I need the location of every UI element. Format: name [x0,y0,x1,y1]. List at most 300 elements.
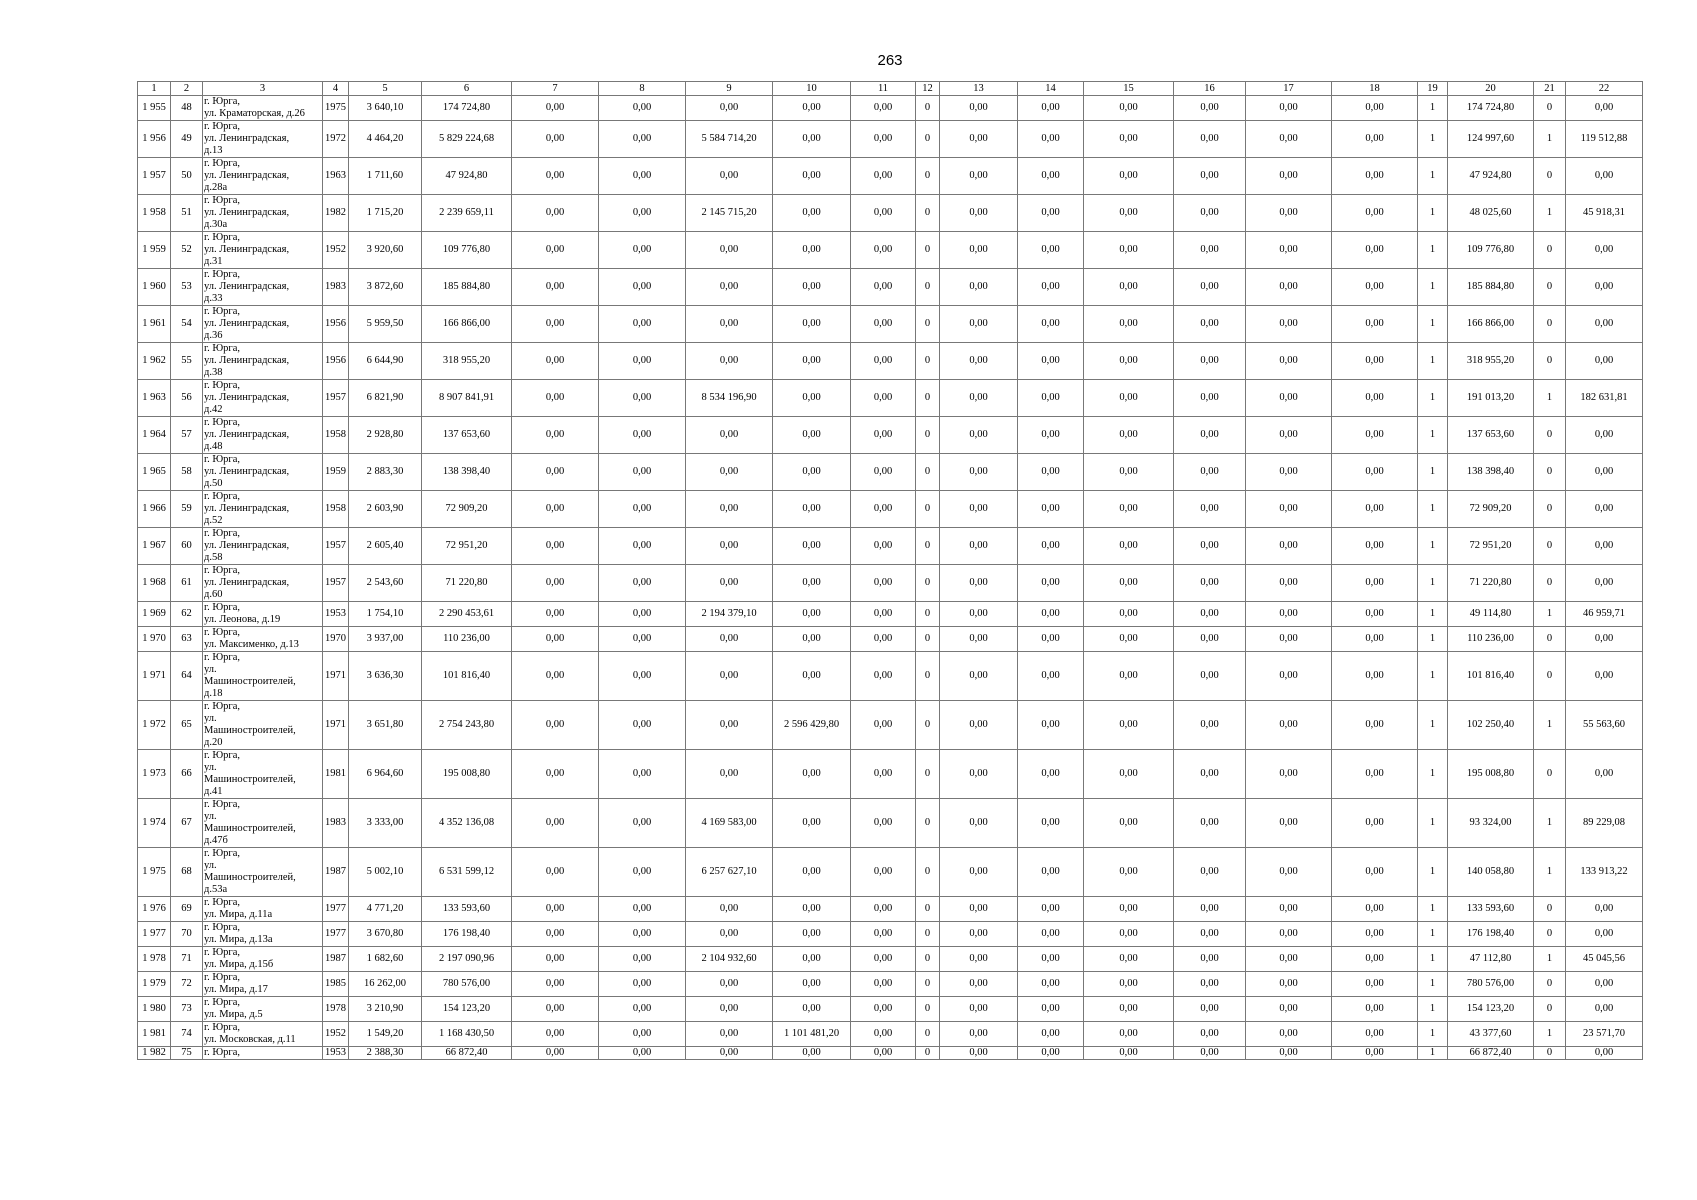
table-cell-col-7: 0,00 [512,627,599,652]
column-number-header [138,82,1643,96]
table-cell-col-19: 1 [1418,701,1448,750]
table-cell-col-11: 0,00 [851,417,916,454]
table-cell-col-14: 0,00 [1018,1022,1084,1047]
table-cell-col-3: г. Юрга, ул. Московская, д.11 [203,1022,323,1047]
table-cell-col-17: 0,00 [1246,232,1332,269]
table-cell-col-19: 1 [1418,417,1448,454]
table-cell-col-16: 0,00 [1174,121,1246,158]
table-cell-col-15: 0,00 [1084,947,1174,972]
table-cell-col-19: 1 [1418,121,1448,158]
table-cell-col-5: 2 928,80 [349,417,422,454]
table-cell-col-14: 0,00 [1018,1047,1084,1060]
table-cell-col-17: 0,00 [1246,972,1332,997]
table-cell-col-10: 0,00 [773,454,851,491]
table-cell-col-14: 0,00 [1018,997,1084,1022]
table-cell-col-19: 1 [1418,848,1448,897]
table-cell-col-5: 5 002,10 [349,848,422,897]
table-cell-col-11: 0,00 [851,972,916,997]
table-cell-col-13: 0,00 [940,306,1018,343]
column-header-1: 1 [138,82,171,96]
table-cell-col-5: 2 883,30 [349,454,422,491]
table-cell-col-5: 6 644,90 [349,343,422,380]
table-cell-col-3: г. Юрга, ул. Ленинградская, д.58 [203,528,323,565]
table-cell-col-22: 45 918,31 [1566,195,1643,232]
table-cell-col-20: 166 866,00 [1448,306,1534,343]
table-cell-col-3: г. Юрга, ул. Ленинградская, д.33 [203,269,323,306]
table-cell-col-6: 138 398,40 [422,454,512,491]
table-cell-col-12: 0 [916,799,940,848]
table-cell-col-3: г. Юрга, ул. Машиностроителей, д.18 [203,652,323,701]
table-cell-col-13: 0,00 [940,799,1018,848]
table-cell-col-7: 0,00 [512,897,599,922]
table-cell-col-16: 0,00 [1174,195,1246,232]
table-cell-col-12: 0 [916,491,940,528]
table-cell-col-15: 0,00 [1084,997,1174,1022]
table-cell-col-12: 0 [916,380,940,417]
table-cell-col-17: 0,00 [1246,454,1332,491]
table-cell-col-16: 0,00 [1174,380,1246,417]
table-cell-col-5: 3 872,60 [349,269,422,306]
register-table [137,81,1643,1060]
table-cell-col-13: 0,00 [940,195,1018,232]
table-cell-col-2: 70 [171,922,203,947]
table-cell-col-13: 0,00 [940,997,1018,1022]
table-cell-col-17: 0,00 [1246,195,1332,232]
table-cell-col-17: 0,00 [1246,627,1332,652]
table-row [138,627,1643,652]
table-cell-col-14: 0,00 [1018,158,1084,195]
table-cell-col-14: 0,00 [1018,269,1084,306]
table-cell-col-7: 0,00 [512,997,599,1022]
table-cell-col-8: 0,00 [599,195,686,232]
table-cell-col-4: 1957 [323,528,349,565]
table-cell-col-7: 0,00 [512,565,599,602]
table-row [138,602,1643,627]
table-cell-col-16: 0,00 [1174,269,1246,306]
table-cell-col-10: 0,00 [773,269,851,306]
table-cell-col-5: 3 937,00 [349,627,422,652]
table-cell-col-21: 0 [1534,269,1566,306]
table-cell-col-10: 0,00 [773,799,851,848]
table-cell-col-2: 66 [171,750,203,799]
table-cell-col-19: 1 [1418,750,1448,799]
table-cell-col-21: 0 [1534,627,1566,652]
table-cell-col-5: 3 651,80 [349,701,422,750]
table-cell-col-2: 48 [171,96,203,121]
table-cell-col-5: 4 464,20 [349,121,422,158]
table-cell-col-10: 0,00 [773,997,851,1022]
table-cell-col-3: г. Юрга, ул. Ленинградская, д.13 [203,121,323,158]
table-cell-col-22: 0,00 [1566,750,1643,799]
table-cell-col-7: 0,00 [512,848,599,897]
table-cell-col-14: 0,00 [1018,417,1084,454]
table-cell-col-11: 0,00 [851,848,916,897]
table-cell-col-2: 59 [171,491,203,528]
table-cell-col-12: 0 [916,627,940,652]
table-cell-col-1: 1 974 [138,799,171,848]
table-cell-col-6: 47 924,80 [422,158,512,195]
table-cell-col-22: 0,00 [1566,565,1643,602]
table-cell-col-5: 4 771,20 [349,897,422,922]
table-cell-col-18: 0,00 [1332,1022,1418,1047]
table-cell-col-14: 0,00 [1018,652,1084,701]
table-cell-col-15: 0,00 [1084,195,1174,232]
table-cell-col-12: 0 [916,897,940,922]
table-cell-col-10: 0,00 [773,750,851,799]
table-cell-col-7: 0,00 [512,1022,599,1047]
table-cell-col-21: 1 [1534,380,1566,417]
table-cell-col-10: 0,00 [773,1047,851,1060]
table-cell-col-10: 0,00 [773,922,851,947]
table-cell-col-9: 0,00 [686,897,773,922]
table-cell-col-18: 0,00 [1332,565,1418,602]
table-cell-col-6: 101 816,40 [422,652,512,701]
table-cell-col-6: 109 776,80 [422,232,512,269]
table-cell-col-9: 0,00 [686,96,773,121]
table-cell-col-10: 0,00 [773,602,851,627]
table-cell-col-7: 0,00 [512,158,599,195]
table-row [138,701,1643,750]
table-cell-col-2: 51 [171,195,203,232]
table-cell-col-13: 0,00 [940,528,1018,565]
table-cell-col-20: 185 884,80 [1448,269,1534,306]
table-row [138,232,1643,269]
page-number: 263 [877,52,903,69]
table-cell-col-10: 0,00 [773,96,851,121]
table-cell-col-6: 154 123,20 [422,997,512,1022]
table-cell-col-15: 0,00 [1084,565,1174,602]
table-cell-col-6: 137 653,60 [422,417,512,454]
table-cell-col-6: 2 239 659,11 [422,195,512,232]
table-cell-col-9: 0,00 [686,528,773,565]
table-cell-col-3: г. Юрга, ул. Машиностроителей, д.47б [203,799,323,848]
table-cell-col-8: 0,00 [599,417,686,454]
table-cell-col-16: 0,00 [1174,343,1246,380]
column-header-18: 18 [1332,82,1418,96]
table-cell-col-19: 1 [1418,972,1448,997]
table-cell-col-6: 110 236,00 [422,627,512,652]
table-cell-col-6: 8 907 841,91 [422,380,512,417]
table-cell-col-7: 0,00 [512,652,599,701]
table-cell-col-1: 1 977 [138,922,171,947]
table-cell-col-20: 93 324,00 [1448,799,1534,848]
table-cell-col-11: 0,00 [851,750,916,799]
table-row [138,528,1643,565]
table-cell-col-21: 0 [1534,96,1566,121]
table-cell-col-3: г. Юрга, ул. Краматорская, д.26 [203,96,323,121]
table-cell-col-14: 0,00 [1018,195,1084,232]
column-header-17: 17 [1246,82,1332,96]
table-cell-col-20: 109 776,80 [1448,232,1534,269]
table-cell-col-18: 0,00 [1332,380,1418,417]
table-cell-col-14: 0,00 [1018,922,1084,947]
table-cell-col-8: 0,00 [599,380,686,417]
table-row [138,121,1643,158]
table-cell-col-3: г. Юрга, ул. Ленинградская, д.42 [203,380,323,417]
table-cell-col-22: 0,00 [1566,454,1643,491]
table-cell-col-3: г. Юрга, ул. Ленинградская, д.52 [203,491,323,528]
table-cell-col-17: 0,00 [1246,306,1332,343]
table-cell-col-19: 1 [1418,565,1448,602]
table-cell-col-20: 66 872,40 [1448,1047,1534,1060]
table-cell-col-4: 1958 [323,491,349,528]
table-cell-col-5: 6 821,90 [349,380,422,417]
table-cell-col-13: 0,00 [940,380,1018,417]
table-cell-col-7: 0,00 [512,343,599,380]
table-cell-col-5: 1 754,10 [349,602,422,627]
table-cell-col-16: 0,00 [1174,750,1246,799]
table-cell-col-19: 1 [1418,380,1448,417]
table-cell-col-22: 0,00 [1566,627,1643,652]
table-cell-col-10: 0,00 [773,972,851,997]
table-cell-col-15: 0,00 [1084,972,1174,997]
table-row [138,195,1643,232]
table-cell-col-16: 0,00 [1174,972,1246,997]
table-cell-col-7: 0,00 [512,799,599,848]
table-cell-col-8: 0,00 [599,897,686,922]
table-cell-col-14: 0,00 [1018,848,1084,897]
table-cell-col-10: 0,00 [773,195,851,232]
table-cell-col-12: 0 [916,922,940,947]
table-row [138,799,1643,848]
table-cell-col-5: 3 920,60 [349,232,422,269]
table-cell-col-3: г. Юрга, ул. Ленинградская, д.28а [203,158,323,195]
table-cell-col-2: 71 [171,947,203,972]
table-cell-col-12: 0 [916,947,940,972]
column-header-12: 12 [916,82,940,96]
table-cell-col-19: 1 [1418,627,1448,652]
table-cell-col-3: г. Юрга, ул. Мира, д.17 [203,972,323,997]
column-header-20: 20 [1448,82,1534,96]
table-cell-col-1: 1 961 [138,306,171,343]
table-cell-col-1: 1 969 [138,602,171,627]
table-cell-col-8: 0,00 [599,454,686,491]
table-row [138,306,1643,343]
table-cell-col-18: 0,00 [1332,701,1418,750]
table-cell-col-1: 1 980 [138,997,171,1022]
table-cell-col-16: 0,00 [1174,652,1246,701]
table-cell-col-6: 4 352 136,08 [422,799,512,848]
table-cell-col-10: 0,00 [773,947,851,972]
table-cell-col-22: 0,00 [1566,528,1643,565]
table-cell-col-4: 1985 [323,972,349,997]
table-cell-col-8: 0,00 [599,158,686,195]
table-cell-col-4: 1952 [323,1022,349,1047]
table-cell-col-14: 0,00 [1018,750,1084,799]
column-header-19: 19 [1418,82,1448,96]
table-cell-col-21: 0 [1534,997,1566,1022]
table-cell-col-12: 0 [916,528,940,565]
table-cell-col-12: 0 [916,1022,940,1047]
table-cell-col-4: 1952 [323,232,349,269]
table-cell-col-9: 0,00 [686,269,773,306]
table-cell-col-13: 0,00 [940,1047,1018,1060]
table-cell-col-3: г. Юрга, ул. Максименко, д.13 [203,627,323,652]
table-cell-col-6: 185 884,80 [422,269,512,306]
table-cell-col-7: 0,00 [512,121,599,158]
column-header-8: 8 [599,82,686,96]
column-header-22: 22 [1566,82,1643,96]
table-cell-col-11: 0,00 [851,306,916,343]
table-cell-col-8: 0,00 [599,232,686,269]
table-cell-col-22: 0,00 [1566,306,1643,343]
table-cell-col-20: 133 593,60 [1448,897,1534,922]
table-cell-col-8: 0,00 [599,528,686,565]
table-cell-col-15: 0,00 [1084,269,1174,306]
table-cell-col-7: 0,00 [512,750,599,799]
table-cell-col-21: 1 [1534,848,1566,897]
table-cell-col-15: 0,00 [1084,158,1174,195]
table-cell-col-14: 0,00 [1018,96,1084,121]
table-cell-col-13: 0,00 [940,652,1018,701]
table-cell-col-15: 0,00 [1084,750,1174,799]
table-cell-col-15: 0,00 [1084,306,1174,343]
column-header-2: 2 [171,82,203,96]
table-row [138,158,1643,195]
table-cell-col-5: 3 333,00 [349,799,422,848]
table-cell-col-7: 0,00 [512,306,599,343]
table-cell-col-13: 0,00 [940,922,1018,947]
table-cell-col-8: 0,00 [599,701,686,750]
table-cell-col-18: 0,00 [1332,417,1418,454]
table-row [138,1047,1643,1060]
table-cell-col-12: 0 [916,602,940,627]
table-cell-col-6: 66 872,40 [422,1047,512,1060]
table-cell-col-1: 1 970 [138,627,171,652]
table-cell-col-2: 65 [171,701,203,750]
table-cell-col-12: 0 [916,972,940,997]
table-cell-col-8: 0,00 [599,922,686,947]
table-row [138,652,1643,701]
table-cell-col-10: 1 101 481,20 [773,1022,851,1047]
table-cell-col-19: 1 [1418,1047,1448,1060]
table-cell-col-21: 1 [1534,602,1566,627]
table-cell-col-11: 0,00 [851,96,916,121]
table-cell-col-6: 72 909,20 [422,491,512,528]
table-cell-col-21: 0 [1534,565,1566,602]
table-cell-col-16: 0,00 [1174,1022,1246,1047]
table-cell-col-1: 1 968 [138,565,171,602]
table-cell-col-19: 1 [1418,799,1448,848]
table-cell-col-8: 0,00 [599,269,686,306]
table-cell-col-13: 0,00 [940,848,1018,897]
table-cell-col-1: 1 981 [138,1022,171,1047]
table-cell-col-6: 6 531 599,12 [422,848,512,897]
table-cell-col-8: 0,00 [599,565,686,602]
table-cell-col-17: 0,00 [1246,1047,1332,1060]
table-cell-col-3: г. Юрга, [203,1047,323,1060]
table-cell-col-2: 61 [171,565,203,602]
table-cell-col-5: 1 682,60 [349,947,422,972]
table-cell-col-18: 0,00 [1332,121,1418,158]
table-cell-col-19: 1 [1418,491,1448,528]
table-cell-col-4: 1959 [323,454,349,491]
table-cell-col-16: 0,00 [1174,701,1246,750]
table-cell-col-7: 0,00 [512,922,599,947]
table-cell-col-2: 57 [171,417,203,454]
table-row [138,96,1643,121]
table-cell-col-11: 0,00 [851,602,916,627]
table-cell-col-22: 0,00 [1566,1047,1643,1060]
table-cell-col-17: 0,00 [1246,897,1332,922]
table-cell-col-7: 0,00 [512,972,599,997]
table-cell-col-17: 0,00 [1246,528,1332,565]
column-header-5: 5 [349,82,422,96]
table-cell-col-19: 1 [1418,158,1448,195]
table-cell-col-22: 55 563,60 [1566,701,1643,750]
table-cell-col-8: 0,00 [599,343,686,380]
table-cell-col-18: 0,00 [1332,491,1418,528]
table-cell-col-2: 67 [171,799,203,848]
table-cell-col-22: 0,00 [1566,343,1643,380]
table-cell-col-17: 0,00 [1246,269,1332,306]
table-cell-col-16: 0,00 [1174,528,1246,565]
table-body [138,96,1643,1060]
table-cell-col-22: 133 913,22 [1566,848,1643,897]
table-cell-col-11: 0,00 [851,454,916,491]
table-cell-col-8: 0,00 [599,947,686,972]
table-cell-col-20: 72 951,20 [1448,528,1534,565]
table-cell-col-10: 0,00 [773,848,851,897]
table-cell-col-18: 0,00 [1332,922,1418,947]
table-cell-col-4: 1953 [323,602,349,627]
table-cell-col-4: 1971 [323,701,349,750]
table-cell-col-7: 0,00 [512,1047,599,1060]
table-cell-col-6: 176 198,40 [422,922,512,947]
table-cell-col-8: 0,00 [599,750,686,799]
table-cell-col-16: 0,00 [1174,306,1246,343]
table-cell-col-1: 1 962 [138,343,171,380]
table-cell-col-12: 0 [916,343,940,380]
table-cell-col-5: 16 262,00 [349,972,422,997]
table-cell-col-21: 1 [1534,947,1566,972]
table-cell-col-1: 1 975 [138,848,171,897]
table-cell-col-14: 0,00 [1018,343,1084,380]
table-cell-col-18: 0,00 [1332,96,1418,121]
table-row [138,750,1643,799]
table-cell-col-6: 72 951,20 [422,528,512,565]
table-cell-col-22: 0,00 [1566,232,1643,269]
table-cell-col-3: г. Юрга, ул. Машиностроителей, д.20 [203,701,323,750]
table-cell-col-11: 0,00 [851,121,916,158]
table-cell-col-7: 0,00 [512,701,599,750]
table-cell-col-22: 23 571,70 [1566,1022,1643,1047]
table-cell-col-11: 0,00 [851,380,916,417]
table-cell-col-8: 0,00 [599,997,686,1022]
table-cell-col-15: 0,00 [1084,799,1174,848]
table-cell-col-6: 2 197 090,96 [422,947,512,972]
table-cell-col-3: г. Юрга, ул. Леонова, д.19 [203,602,323,627]
table-cell-col-18: 0,00 [1332,454,1418,491]
column-header-4: 4 [323,82,349,96]
table-cell-col-19: 1 [1418,947,1448,972]
table-cell-col-20: 138 398,40 [1448,454,1534,491]
table-cell-col-3: г. Юрга, ул. Ленинградская, д.60 [203,565,323,602]
table-cell-col-9: 0,00 [686,565,773,602]
column-header-21: 21 [1534,82,1566,96]
table-cell-col-15: 0,00 [1084,602,1174,627]
table-cell-col-16: 0,00 [1174,232,1246,269]
table-cell-col-18: 0,00 [1332,195,1418,232]
column-header-14: 14 [1018,82,1084,96]
table-cell-col-18: 0,00 [1332,269,1418,306]
table-cell-col-6: 1 168 430,50 [422,1022,512,1047]
table-cell-col-11: 0,00 [851,232,916,269]
table-cell-col-20: 174 724,80 [1448,96,1534,121]
table-cell-col-8: 0,00 [599,799,686,848]
column-header-9: 9 [686,82,773,96]
table-cell-col-17: 0,00 [1246,701,1332,750]
